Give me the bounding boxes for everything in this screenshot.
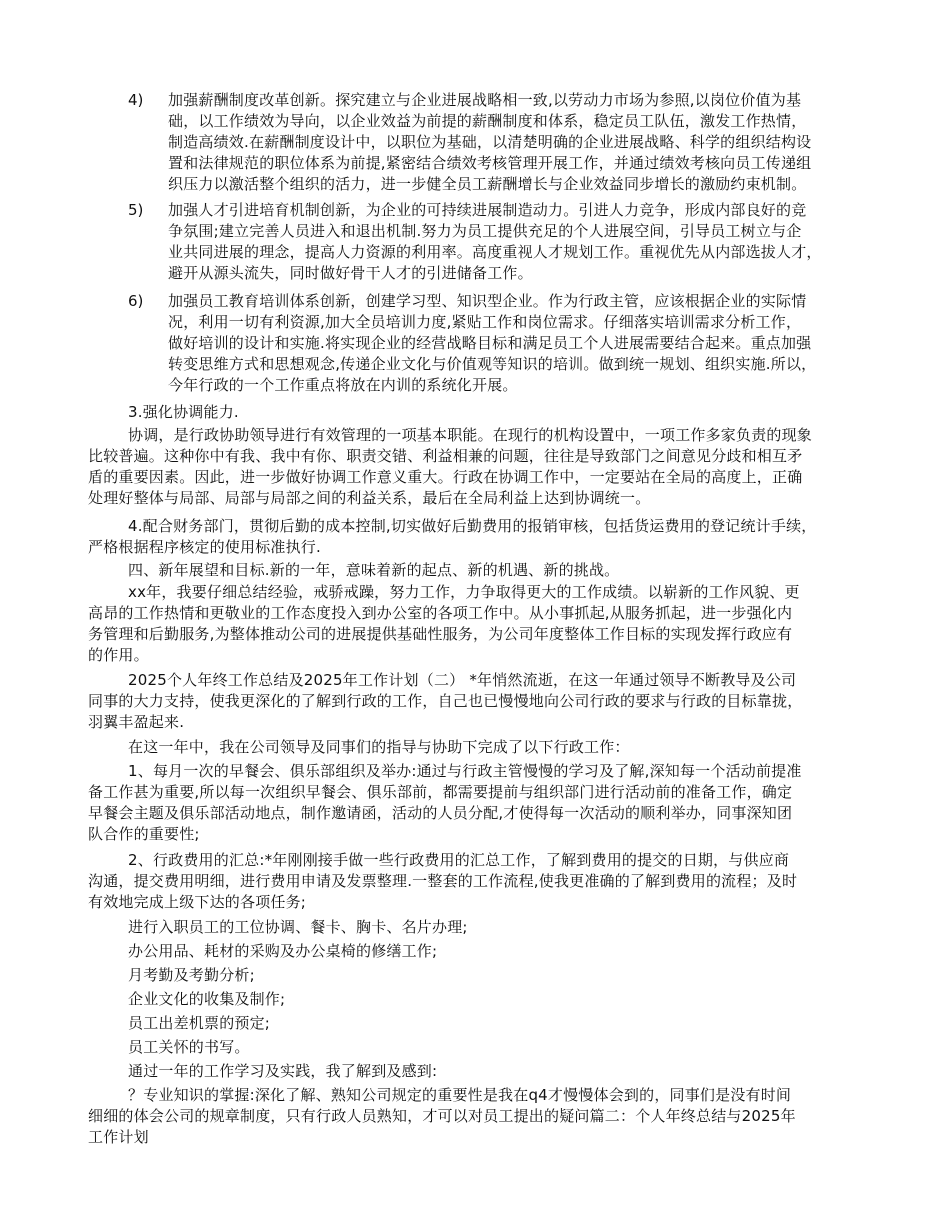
text-line: 1、每月一次的早餐会、俱乐部组织及举办:通过与行政主管慢慢的学习及了解,深知每一个活动前提准 — [128, 762, 802, 780]
section-heading: 3.强化协调能力. — [128, 403, 239, 421]
task-item: 企业文化的收集及制作; — [128, 990, 286, 1008]
task-item: 员工出差机票的预定; — [128, 1014, 271, 1032]
list-marker: 4) — [128, 91, 144, 109]
text-line: 沟通，提交费用明细，进行费用申请及发票整理.一整套的工作流程,使我更准确的了解到费用的流程；及时 — [88, 872, 798, 890]
text-line: 制造高绩效.在薪酬制度设计中，以职位为基础，以清楚明确的企业进展战略、科学的组织结构设 — [168, 133, 812, 151]
text-line: 细细的体会公司的规章制度，只有行政人员熟知，才可以对员工提出的疑问篇二：个人年终总结与2025年 — [88, 1107, 796, 1125]
text-line: 2025个人年终工作总结及2025年工作计划（二） *年悄然流逝，在这一年通过领导不断教导及公司 — [128, 671, 797, 689]
task-item: 月考勤及考勤分析; — [128, 966, 255, 984]
text-line: 务管理和后勤服务,为整体推动公司的进展提供基础性服务，为公司年度整体工作目标的实现发挥行政应有 — [88, 625, 793, 643]
text-line: 通过一年的工作学习及实践，我了解到及感到: — [128, 1062, 438, 1080]
text-line: 的作用。 — [88, 646, 149, 664]
text-line: 早餐会主题及俱乐部活动地点，制作邀请函，活动的人员分配,才使得每一次活动的顺利举办，同事深知团 — [88, 804, 793, 822]
text-line: 避开从源头流失，同时做好骨干人才的引进储备工作。 — [168, 264, 533, 282]
text-line: 业共同进展的理念，提高人力资源的利用率。高度重视人才规划工作。重视优先从内部选拔人才， — [168, 243, 822, 261]
text-line: 况，利用一切有利资源,加大全员培训力度,紧贴工作和岗位需求。仔细落实培训需求分析工作， — [168, 313, 802, 331]
text-line: 比较普遍。这种你中有我、我中有你、职责交错、利益相兼的问题，往往是导致部门之间意见分歧和相互矛 — [88, 447, 803, 465]
text-line: 争氛围;建立完善人员进入和退出机制.努力为员工提供充足的个人进展空间，引导员工树立与企 — [168, 222, 802, 240]
text-line: ？专业知识的掌握:深化了解、熟知公司规定的重要性是我在q4才慢慢体会到的，同事们是没有时间 — [128, 1086, 792, 1104]
text-line: 础，以工作绩效为导向，以企业效益为前提的薪酬制度和体系，稳定员工队伍，激发工作热情， — [168, 112, 807, 130]
text-line: 加强薪酬制度改革创新。探究建立与企业进展战略相一致,以劳动力市场为参照,以岗位价值为基 — [168, 91, 802, 109]
text-line: 置和法律规范的职位体系为前提,紧密结合绩效考核管理开展工作，并通过绩效考核向员工传递组 — [168, 154, 812, 172]
text-line: 处理好整体与局部、局部与局部之间的利益关系，最后在全局利益上达到协调统一。 — [88, 489, 651, 507]
text-line: 2、行政费用的汇总:*年刚刚接手做一些行政费用的汇总工作，了解到费用的提交的日期，与供应商 — [128, 851, 790, 869]
text-line: 在这一年中，我在公司领导及同事们的指导与协助下完成了以下行政工作： — [128, 738, 630, 756]
text-line: 同事的大力支持，使我更深化的了解到行政的工作，自己也已慢慢地向公司行政的要求与行政的目标靠拢， — [88, 692, 803, 710]
text-line: 工作计划 — [88, 1128, 149, 1146]
task-item: 进行入职员工的工位协调、餐卡、胸卡、名片办理; — [128, 918, 468, 936]
task-item: 办公用品、耗材的采购及办公桌椅的修缮工作; — [128, 942, 438, 960]
text-line: 队合作的重要性; — [88, 825, 200, 843]
text-line: 织压力以激活整个组织的活力，进一步健全员工薪酬增长与企业效益同步增长的激励约束机制。 — [168, 175, 807, 193]
text-line: 盾的重要因素。因此，进一步做好协调工作意义重大。行政在协调工作中，一定要站在全局的高度上，正确 — [88, 468, 803, 486]
text-line: 协调，是行政协助领导进行有效管理的一项基本职能。在现行的机构设置中，一项工作多家负责的现象 — [128, 426, 813, 444]
text-line: 有效地完成上级下达的各项任务; — [88, 893, 307, 911]
text-line: 转变思维方式和思想观念,传递企业文化与价值观等知识的培训。做到统一规划、组织实施.所以， — [168, 355, 817, 373]
list-marker: 6) — [128, 292, 144, 310]
text-line: 今年行政的一个工作重点将放在内训的系统化开展。 — [168, 376, 518, 394]
text-line: 加强员工教育培训体系创新，创建学习型、知识型企业。作为行政主管，应该根据企业的实际情 — [168, 292, 807, 310]
text-line: 严格根据程序核定的使用标准执行. — [88, 538, 321, 556]
text-line: xx年，我要仔细总结经验，戒骄戒躁，努力工作，力争取得更大的工作成绩。以崭新的工作风貌、更 — [128, 583, 800, 601]
text-line: 做好培训的设计和实施.将实现企业的经营战略目标和满足员工个人进展需要结合起来。重点加强 — [168, 334, 812, 352]
text-line: 羽翼丰盈起来. — [88, 713, 185, 731]
text-line: 高昂的工作热情和更敬业的工作态度投入到办公室的各项工作中。从小事抓起,从服务抓起，进一步强化内 — [88, 604, 793, 622]
text-line: 备工作甚为重要,所以每一次组织早餐会、俱乐部前，都需要提前与组织部门进行活动前的准备工作，确定 — [88, 783, 793, 801]
list-marker: 5) — [128, 201, 144, 219]
task-item: 员工关怀的书写。 — [128, 1038, 250, 1056]
text-line: 加强人才引进培育机制创新，为企业的可持续进展制造动力。引进人力竞争，形成内部良好的竞 — [168, 201, 807, 219]
text-line: 4.配合财务部门，贯彻后勤的成本控制,切实做好后勤费用的报销审核，包括货运费用的登记统计手续， — [128, 517, 817, 535]
section-heading: 四、新年展望和目标.新的一年，意味着新的起点、新的机遇、新的挑战。 — [128, 561, 620, 579]
